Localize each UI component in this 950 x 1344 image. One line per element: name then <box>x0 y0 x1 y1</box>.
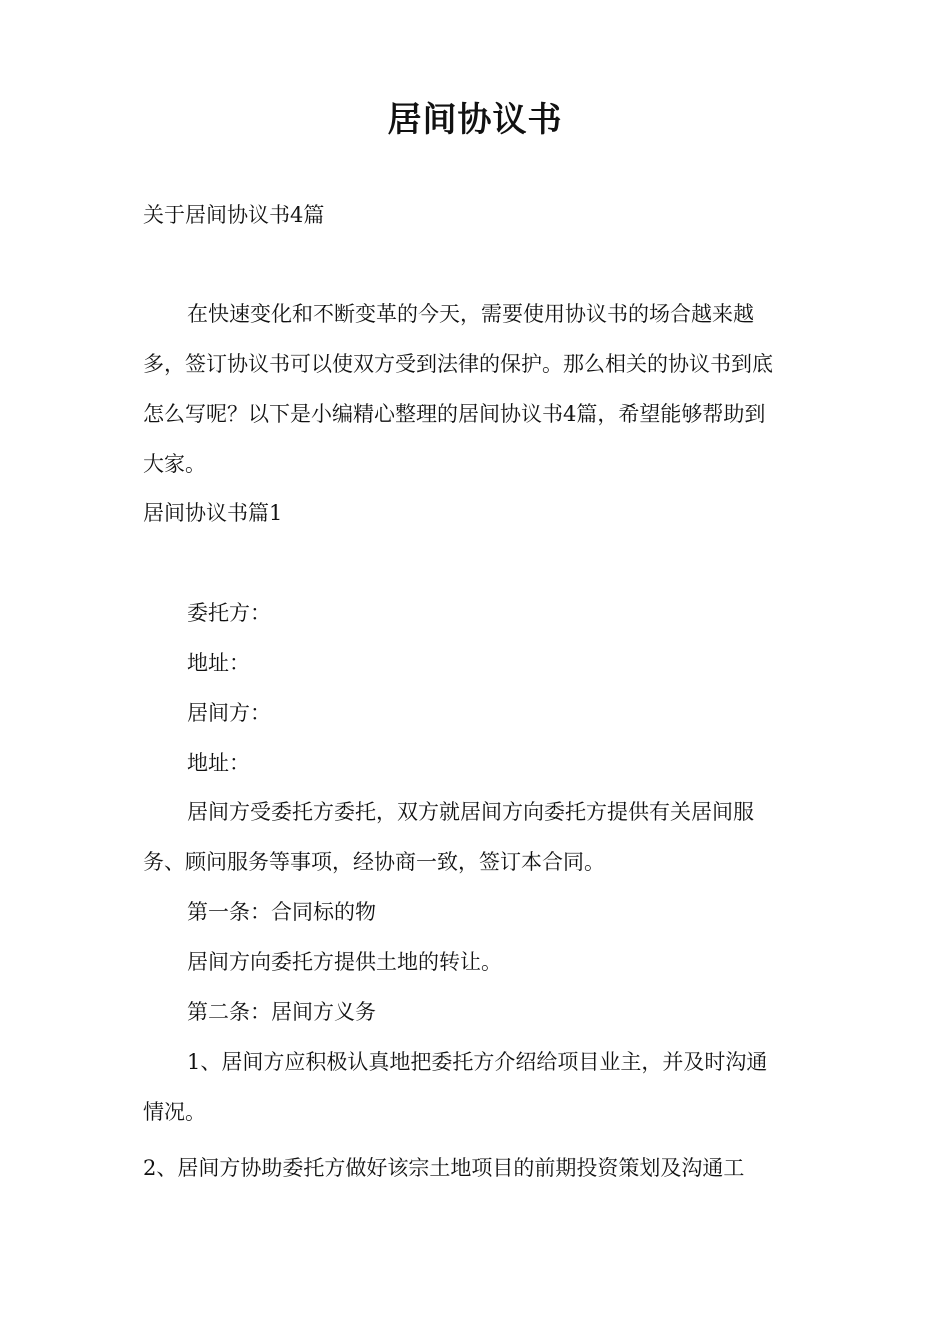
intro-line-4: 大家。 <box>143 452 206 476</box>
document-subtitle: 关于居间协议书4篇 <box>143 203 325 227</box>
article-2-heading: 第二条：居间方义务 <box>187 1000 376 1024</box>
clause-2-line-1: 2、居间方协助委托方做好该宗土地项目的前期投资策划及沟通工 <box>143 1156 745 1180</box>
body-line-2: 务、顾问服务等事项，经协商一致，签订本合同。 <box>143 850 605 874</box>
party-intermediary-address: 地址： <box>187 751 250 775</box>
party-client: 委托方： <box>187 601 271 625</box>
section-heading: 居间协议书篇1 <box>143 501 283 525</box>
document-title: 居间协议书 <box>387 100 563 140</box>
intro-line-3: 怎么写呢？以下是小编精心整理的居间协议书4篇，希望能够帮助到 <box>143 402 766 426</box>
party-client-address: 地址： <box>187 651 250 675</box>
intro-line-1: 在快速变化和不断变革的今天，需要使用协议书的场合越来越 <box>187 302 754 326</box>
clause-1-line-1: 1、居间方应积极认真地把委托方介绍给项目业主，并及时沟通 <box>187 1050 768 1074</box>
clause-1-line-2: 情况。 <box>143 1100 206 1124</box>
article-1-heading: 第一条：合同标的物 <box>187 900 376 924</box>
body-line-1: 居间方受委托方委托，双方就居间方向委托方提供有关居间服 <box>187 800 754 824</box>
party-intermediary: 居间方： <box>187 701 271 725</box>
intro-line-2: 多，签订协议书可以使双方受到法律的保护。那么相关的协议书到底 <box>143 352 773 376</box>
article-1-text: 居间方向委托方提供土地的转让。 <box>187 950 502 974</box>
